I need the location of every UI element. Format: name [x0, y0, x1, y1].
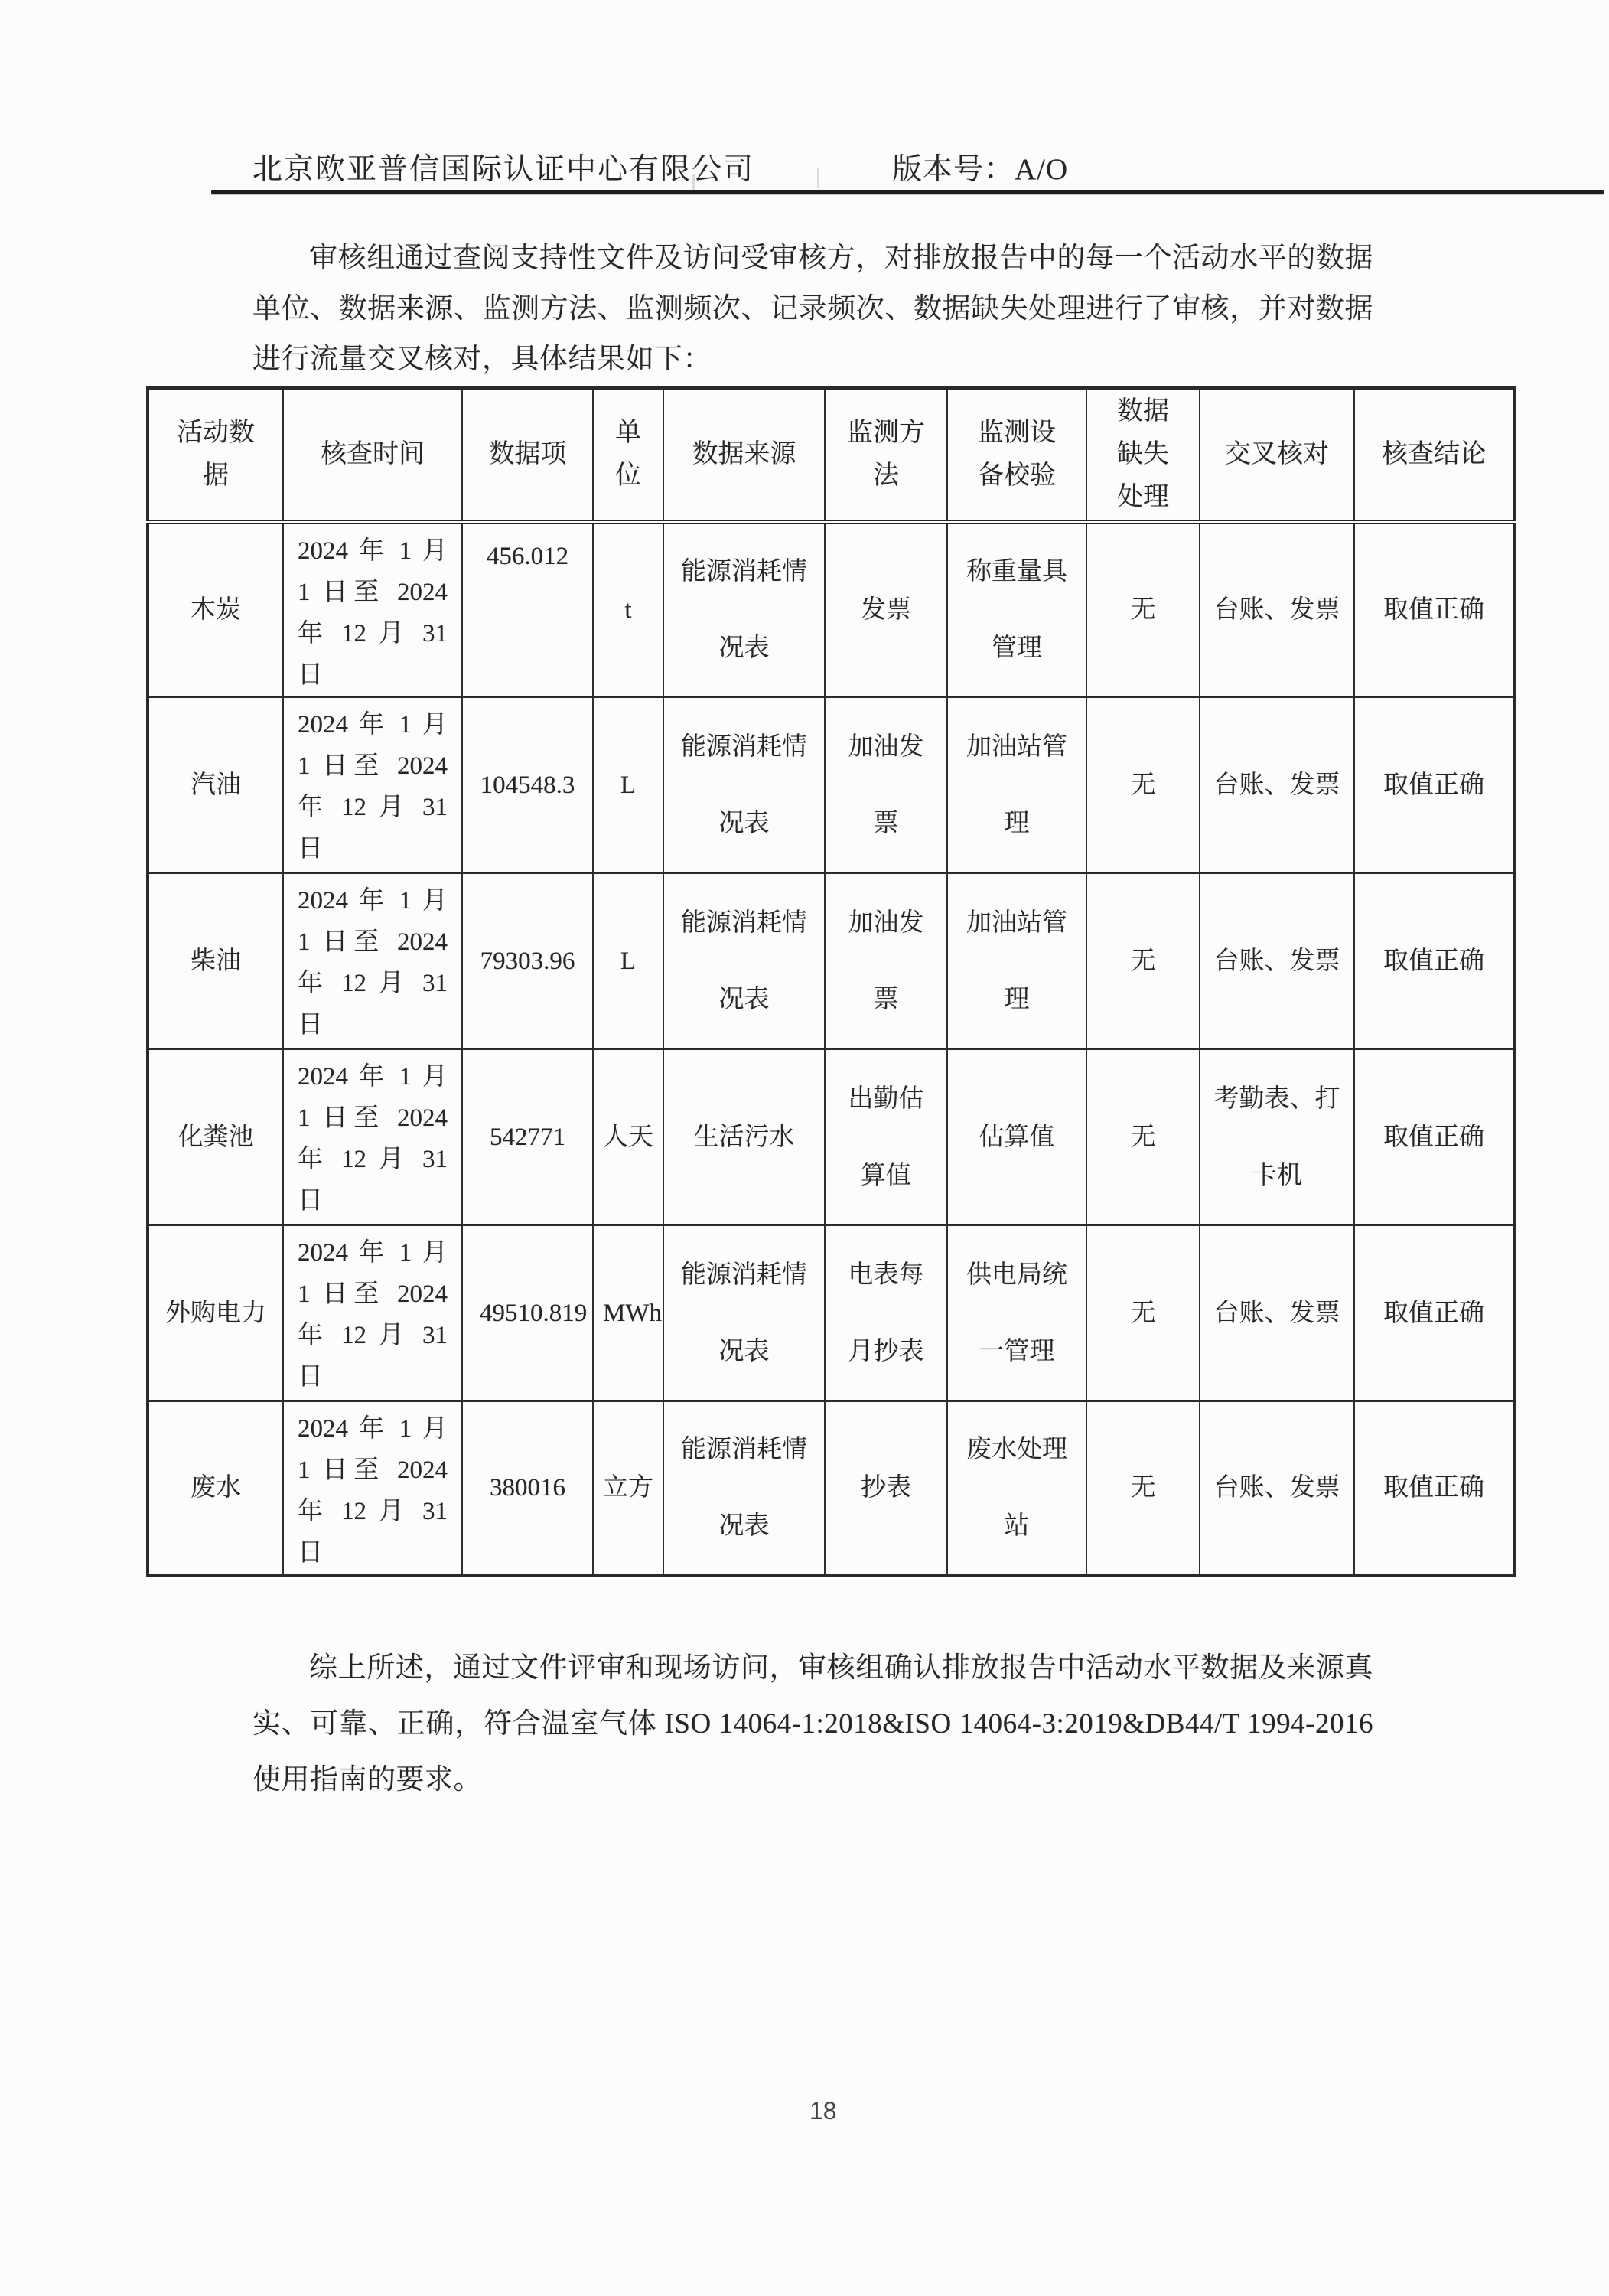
table-row [148, 1225, 1514, 1401]
table-cell: 外购电力 [148, 1225, 283, 1401]
version-label: 版本号：A/O [892, 153, 1069, 186]
table-cell: 加油站管理 [947, 697, 1086, 873]
scan-artifact [817, 168, 819, 188]
table-cell: 废水处理站 [947, 1401, 1086, 1576]
table-cell: 称重量具管理 [947, 522, 1086, 697]
table-cell: 取值正确 [1354, 1401, 1514, 1576]
table-cell: 台账、发票 [1200, 522, 1354, 697]
table-cell: 台账、发票 [1200, 873, 1354, 1049]
table-cell: 加油站管理 [947, 873, 1086, 1049]
document-header [0, 145, 1609, 191]
intro-paragraph: 审核组通过查阅支持性文件及访问受审核方，对排放报告中的每一个活动水平的数据单位、数据来源、监测方法、监测频次、记录频次、数据缺失处理进行了审核，并对数据进行流量交叉核对，具体结果如下： [252, 243, 1373, 375]
header-divider [211, 190, 1604, 194]
table-cell: 79303.96 [462, 873, 593, 1049]
table-cell: 化粪池 [148, 1049, 283, 1225]
table-cell: 抄表 [825, 1401, 947, 1576]
table-cell: 人天 [593, 1049, 663, 1225]
column-header: 监测方法 [825, 388, 947, 522]
table-cell: 木炭 [148, 522, 283, 697]
column-header: 数据来源 [663, 388, 825, 522]
activity-data-table [146, 386, 1516, 1577]
table-cell: 发票 [825, 522, 947, 697]
scan-artifact [692, 174, 695, 190]
table-cell: 废水 [148, 1401, 283, 1576]
table-cell: 立方 [593, 1401, 663, 1576]
table-cell: 能源消耗情况表 [663, 873, 825, 1049]
table-row [148, 522, 1514, 697]
column-header: 数据项 [462, 388, 593, 522]
table-cell: 台账、发票 [1200, 1401, 1354, 1576]
table-body [148, 522, 1514, 1575]
table-cell: 估算值 [947, 1049, 1086, 1225]
page-number: 18 [809, 2097, 837, 2125]
table-cell: 取值正确 [1354, 1225, 1514, 1401]
table-cell: 2024 年 1 月 1 日至 2024 年 12 月 31 日 [283, 1401, 462, 1576]
table-cell: 生活污水 [663, 1049, 825, 1225]
table-cell: 柴油 [148, 873, 283, 1049]
table-cell: 电表每月抄表 [825, 1225, 947, 1401]
table-cell: 供电局统一管理 [947, 1225, 1086, 1401]
table-cell: 2024 年 1 月 1 日至 2024 年 12 月 31 日 [283, 697, 462, 873]
column-header: 数据缺失处理 [1086, 388, 1200, 522]
table-row [148, 1049, 1514, 1225]
column-header: 活动数据 [148, 388, 283, 522]
table-cell: 台账、发票 [1200, 697, 1354, 873]
table-cell: 2024 年 1 月 1 日至 2024 年 12 月 31 日 [283, 1225, 462, 1401]
table-cell: 汽油 [148, 697, 283, 873]
column-header: 交叉核对 [1200, 388, 1354, 522]
table-cell: 2024 年 1 月 1 日至 2024 年 12 月 31 日 [283, 522, 462, 697]
table-cell: 542771 [462, 1049, 593, 1225]
table-cell: 无 [1086, 873, 1200, 1049]
column-header: 监测设备校验 [947, 388, 1086, 522]
table-cell: 2024 年 1 月 1 日至 2024 年 12 月 31 日 [283, 873, 462, 1049]
table-cell: 无 [1086, 522, 1200, 697]
table-cell: L [593, 873, 663, 1049]
table-header [148, 388, 1514, 522]
table-cell: 380016 [462, 1401, 593, 1576]
table-cell: 取值正确 [1354, 522, 1514, 697]
column-header: 核查结论 [1354, 388, 1514, 522]
table-cell: 无 [1086, 1225, 1200, 1401]
table-cell: 能源消耗情况表 [663, 1225, 825, 1401]
table-cell: 无 [1086, 1049, 1200, 1225]
table-row [148, 697, 1514, 873]
table-cell: 取值正确 [1354, 697, 1514, 873]
table-cell: 加油发票 [825, 697, 947, 873]
table-cell: 台账、发票 [1200, 1225, 1354, 1401]
table-cell: 能源消耗情况表 [663, 1401, 825, 1576]
table-cell: t [593, 522, 663, 697]
table-cell: 456.012 [462, 522, 593, 697]
table-cell: 出勤估算值 [825, 1049, 947, 1225]
table-row [148, 1401, 1514, 1576]
column-header: 单位 [593, 388, 663, 522]
table-cell: 能源消耗情况表 [663, 522, 825, 697]
table-cell: 加油发票 [825, 873, 947, 1049]
table-cell: 能源消耗情况表 [663, 697, 825, 873]
table-cell: 104548.3 [462, 697, 593, 873]
table-row [148, 873, 1514, 1049]
table-cell: 无 [1086, 697, 1200, 873]
table-cell: L [593, 697, 663, 873]
table-cell: 取值正确 [1354, 873, 1514, 1049]
table-cell: 2024 年 1 月 1 日至 2024 年 12 月 31 日 [283, 1049, 462, 1225]
column-header: 核查时间 [283, 388, 462, 522]
table-cell: 49510.819 [462, 1225, 593, 1401]
table-cell: 无 [1086, 1401, 1200, 1576]
header-row [148, 388, 1514, 522]
table-cell: 取值正确 [1354, 1049, 1514, 1225]
table-cell: 考勤表、打卡机 [1200, 1049, 1354, 1225]
company-name: 北京欧亚普信国际认证中心有限公司 [252, 153, 755, 186]
table-cell: MWh [593, 1225, 663, 1401]
conclusion-paragraph: 综上所述，通过文件评审和现场访问，审核组确认排放报告中活动水平数据及来源真实、可靠、正确，符合温室气体 ISO 14064-1:2018&ISO 14064-3:2019&DB44/T 1994-2016 使用指南的要求。 [252, 1652, 1373, 1795]
